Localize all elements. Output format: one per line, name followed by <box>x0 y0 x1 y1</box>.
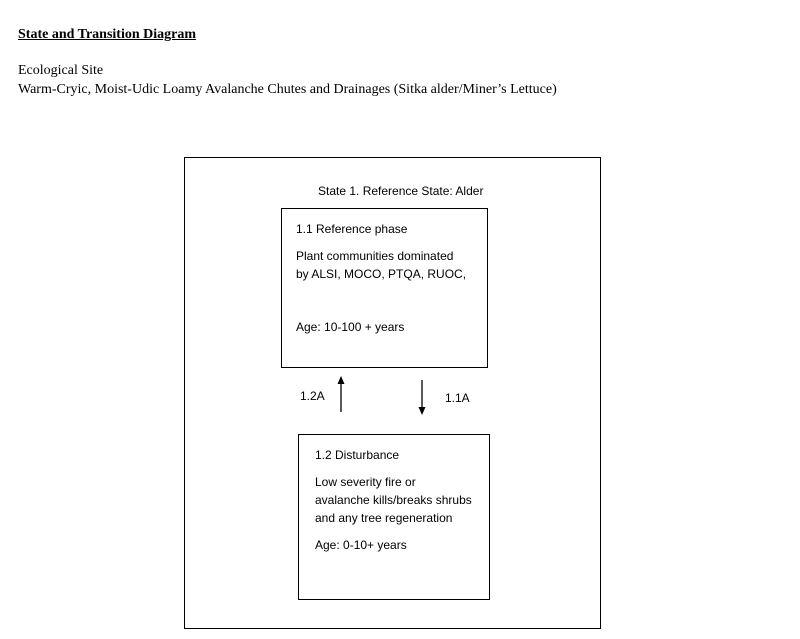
phase-1-2-description-line1: Low severity fire or <box>315 475 416 489</box>
phase-1-2-heading: 1.2 Disturbance <box>315 448 400 462</box>
phase-1-2-description-line2: avalanche kills/breaks shrubs <box>315 493 472 507</box>
transition-1-1a-label: 1.1A <box>445 391 470 405</box>
ecological-site-label: Ecological Site <box>18 63 104 78</box>
transition-1-2a-arrow <box>338 376 345 412</box>
transition-1-2a-label: 1.2A <box>300 389 325 403</box>
state-1-title: State 1. Reference State: Alder <box>318 184 484 198</box>
phase-1-1-description-line1: Plant communities dominated <box>296 249 454 263</box>
transition-1-1a-arrow <box>419 380 426 415</box>
ecological-site-name: Warm-Cryic, Moist-Udic Loamy Avalanche Chutes and Drainages (Sitka alder/Miner’s Lettuce) <box>18 82 557 97</box>
phase-1-2-description-line3: and any tree regeneration <box>315 511 453 525</box>
phase-1-1-heading: 1.1 Reference phase <box>296 222 408 236</box>
document-title: State and Transition Diagram <box>18 27 196 42</box>
phase-1-1-age: Age: 10-100 + years <box>296 320 405 334</box>
phase-1-2-age: Age: 0-10+ years <box>315 538 407 552</box>
phase-1-1-description-line2: by ALSI, MOCO, PTQA, RUOC, <box>296 267 467 281</box>
